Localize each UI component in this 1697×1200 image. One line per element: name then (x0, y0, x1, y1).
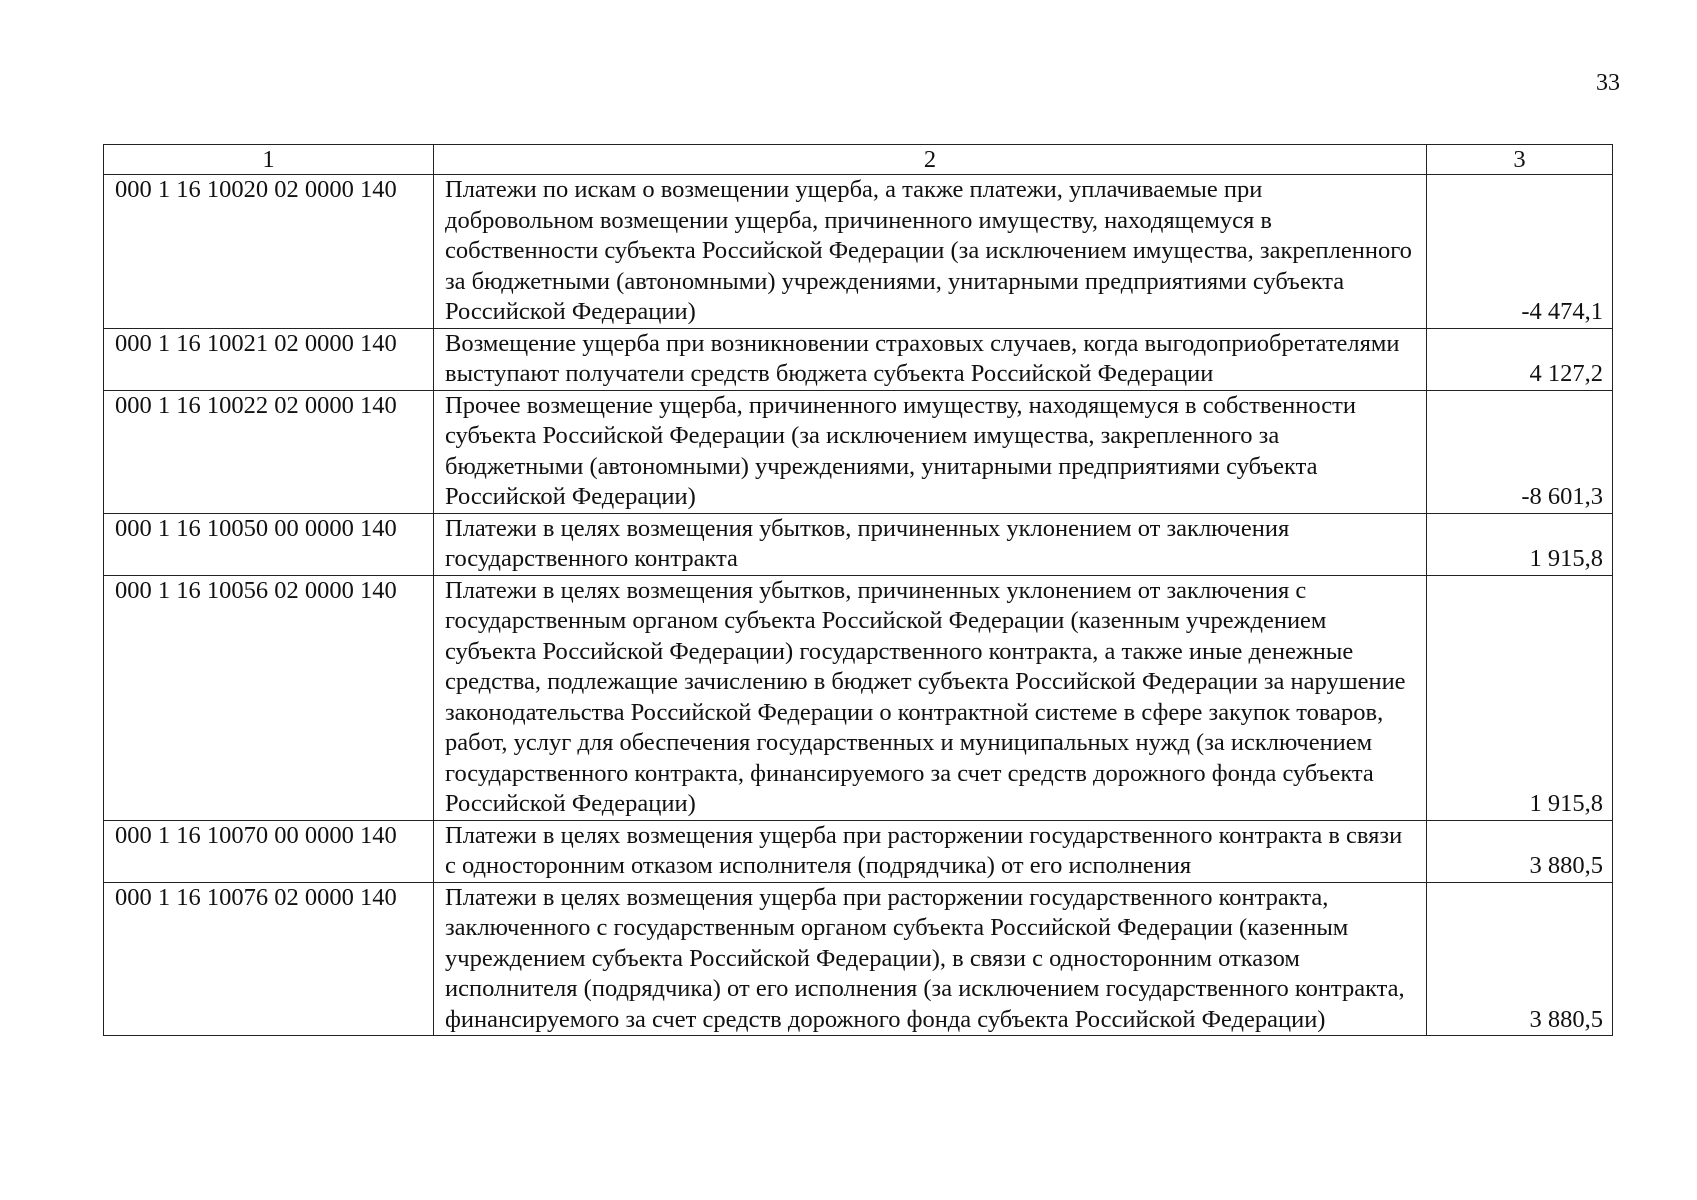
table-row (104, 575, 1613, 820)
table-row (104, 513, 1613, 575)
table-row (104, 328, 1613, 390)
row-amount: 3 880,5 (1427, 820, 1613, 882)
row-amount: 1 915,8 (1427, 575, 1613, 820)
page-number: 33 (1596, 70, 1620, 96)
table-row (104, 882, 1613, 1036)
row-name: Платежи в целях возмещения ущерба при расторжении государственного контракта в связи с односторонним отказом исполнителя (подрядчика) от его исполнения (434, 820, 1427, 882)
column-header-code: 1 (104, 145, 434, 175)
row-code: 000 1 16 10076 02 0000 140 (104, 882, 434, 1036)
row-name: Прочее возмещение ущерба, причиненного имуществу, находящемуся в собственности субъекта Российской Федерации (за исключением имущества, закрепленного за бюджетными (автономными) учреждениями, унитарными предприятиями субъекта Российской Федерации) (434, 390, 1427, 513)
row-amount: -4 474,1 (1427, 175, 1613, 329)
row-name: Платежи в целях возмещения ущерба при расторжении государственного контракта, заключенного с государственным органом субъекта Российской Федерации (казенным учреждением субъекта Российской Федерации), в связи с односторонним отказом исполнителя (подрядчика) от его исполнения (за исключением государственного контракта, финансируемого за счет средств дорожного фонда субъекта Российской Федерации) (434, 882, 1427, 1036)
row-code: 000 1 16 10020 02 0000 140 (104, 175, 434, 329)
table-row (104, 175, 1613, 329)
table-header-row (104, 145, 1613, 175)
row-amount: 3 880,5 (1427, 882, 1613, 1036)
table-row (104, 390, 1613, 513)
row-amount: -8 601,3 (1427, 390, 1613, 513)
row-code: 000 1 16 10070 00 0000 140 (104, 820, 434, 882)
row-code: 000 1 16 10021 02 0000 140 (104, 328, 434, 390)
row-name: Платежи в целях возмещения убытков, причиненных уклонением от заключения с государственным органом субъекта Российской Федерации (казенным учреждением субъекта Российской Федерации) государственного контракта, а также иные денежные средства, подлежащие зачислению в бюджет субъекта Российской Федерации за нарушение законодательства Российской Федерации о контрактной системе в сфере закупок товаров, работ, услуг для обеспечения государственных и муниципальных нужд (за исключением государственного контракта, финансируемого за счет средств дорожного фонда субъекта Российской Федерации) (434, 575, 1427, 820)
row-code: 000 1 16 10056 02 0000 140 (104, 575, 434, 820)
row-name: Платежи в целях возмещения убытков, причиненных уклонением от заключения государственного контракта (434, 513, 1427, 575)
table-row (104, 820, 1613, 882)
row-amount: 1 915,8 (1427, 513, 1613, 575)
row-name: Возмещение ущерба при возникновении страховых случаев, когда выгодоприобретателями выступают получатели средств бюджета субъекта Российской Федерации (434, 328, 1427, 390)
row-code: 000 1 16 10022 02 0000 140 (104, 390, 434, 513)
column-header-amount: 3 (1427, 145, 1613, 175)
row-code: 000 1 16 10050 00 0000 140 (104, 513, 434, 575)
row-amount: 4 127,2 (1427, 328, 1613, 390)
row-name: Платежи по искам о возмещении ущерба, а также платежи, уплачиваемые при добровольном возмещении ущерба, причиненного имуществу, находящемуся в собственности субъекта Российской Федерации (за исключением имущества, закрепленного за бюджетными (автономными) учреждениями, унитарными предприятиями субъекта Российской Федерации) (434, 175, 1427, 329)
revenue-table (103, 144, 1613, 1036)
column-header-name: 2 (434, 145, 1427, 175)
